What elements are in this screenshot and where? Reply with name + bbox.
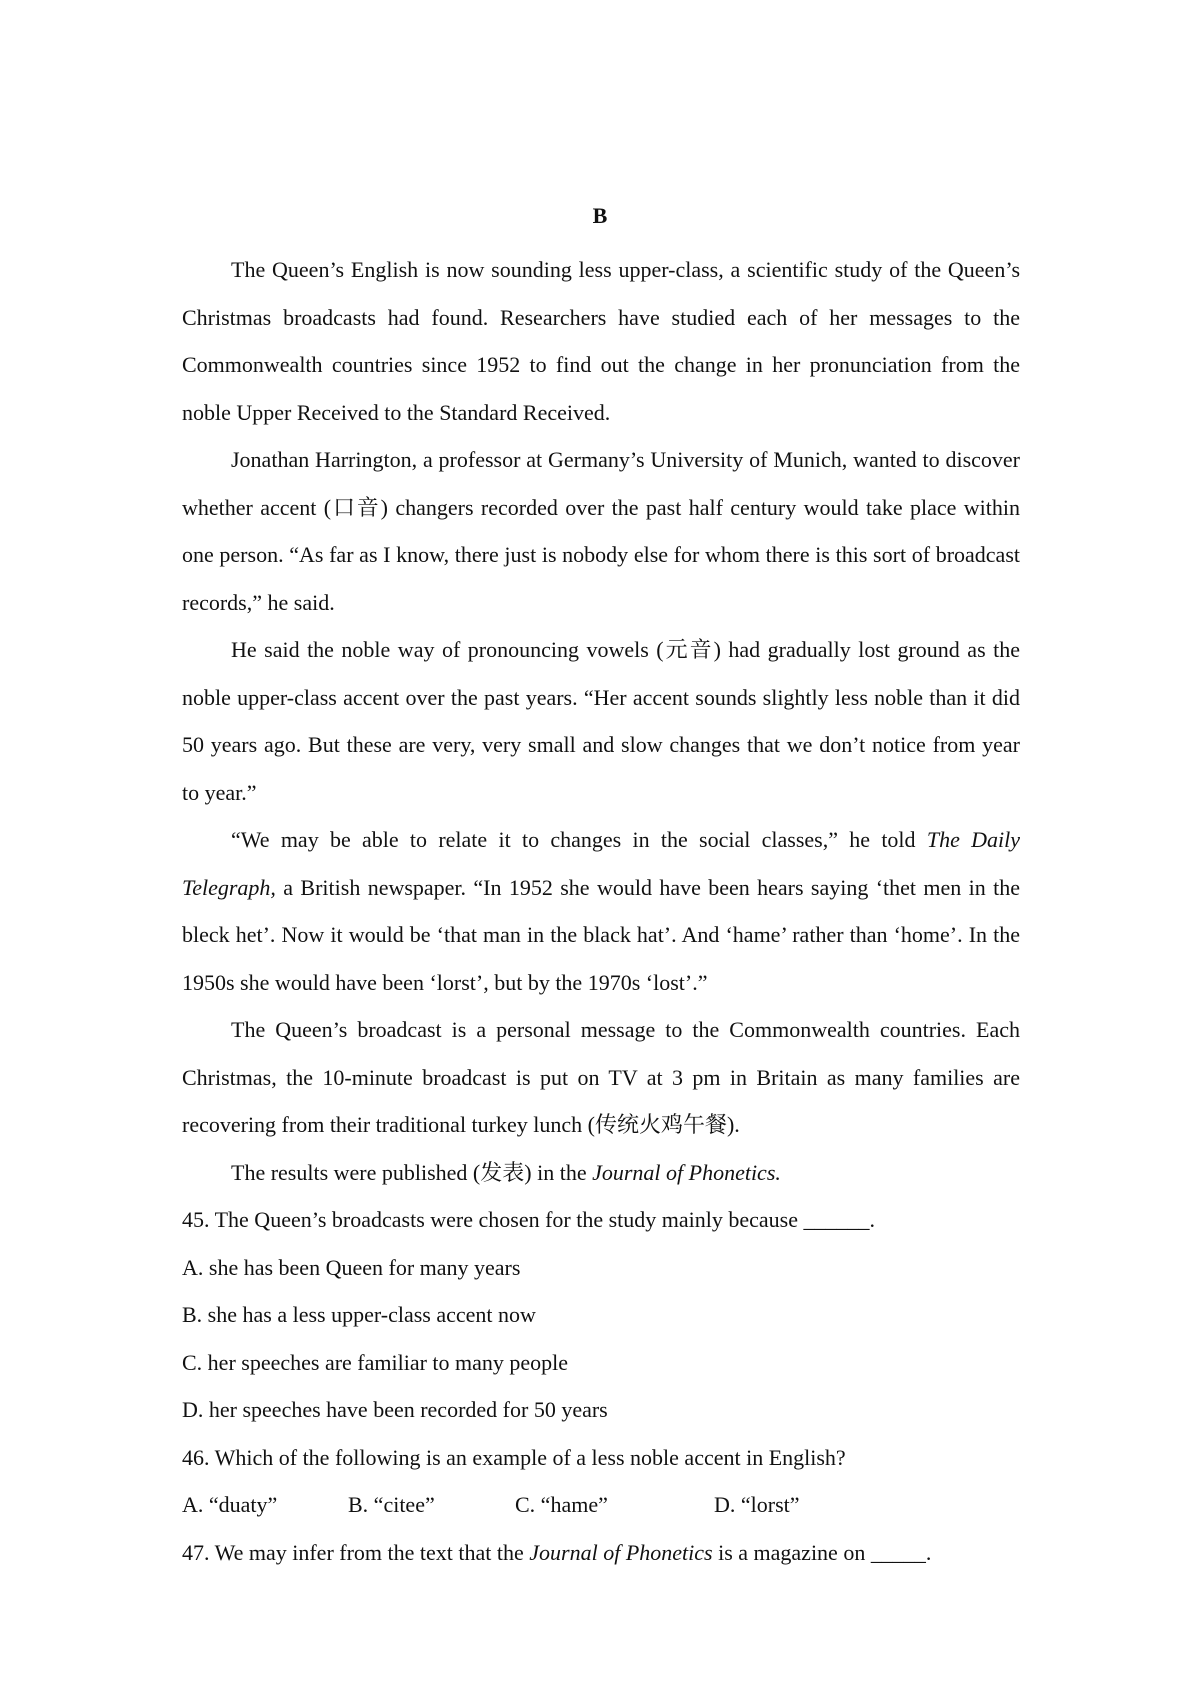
question-46-options (182, 1481, 1020, 1529)
question-45-option-c: C. her speeches are familiar to many people (182, 1349, 569, 1375)
question-46-option-b: B. “citee” (348, 1492, 435, 1517)
question-45-stem: 45. The Queen’s broadcasts were chosen for the study mainly because ______. (182, 1207, 876, 1232)
question-46-option-a: A. “duaty” (182, 1492, 278, 1517)
passage-paragraph-2: Jonathan Harrington, a professor at Germany’s University of Munich, wanted to discover whether accent (口音) changers recorded over the past half century would take place within one person. “As far as I know, there just is nobody else for whom there is this sort of broadcast records,” he said. (182, 447, 1020, 615)
section-heading: B (592, 203, 608, 228)
passage-paragraph-5: The Queen’s broadcast is a personal message to the Commonwealth countries. Each Christmas, the 10-minute broadcast is put on TV at 3 pm in Britain as many families are recovering from their traditional turkey lunch (传统火鸡午餐). (182, 1017, 1020, 1137)
paragraph-4-text-end: a British newspaper. “In 1952 she would have been hears saying ‘thet men in the bleck het’. Now it would be ‘that man in the black hat’. And ‘hame’ rather than ‘home’. In the 1950s she would have been ‘lorst’, but by the 1970s ‘lost’.” (182, 874, 1020, 995)
question-45-option-b: B. she has a less upper-class accent now (182, 1302, 536, 1327)
question-47-text-end: is a magazine on _____. (712, 1539, 932, 1565)
newspaper-title: The Daily Telegraph, (182, 827, 1020, 900)
question-47-stem (182, 1529, 1020, 1577)
journal-title: Journal of Phonetics. (592, 1159, 781, 1185)
question-46-option-c: C. “hame” (515, 1492, 608, 1517)
passage-paragraph-3: He said the noble way of pronouncing vowels (元音) had gradually lost ground as the noble upper-class accent over the past years. “Her accent sounds slightly less noble than it did 50 years ago. But these are very, very small and slow changes that we don’t notice from year to year.” (182, 637, 1020, 805)
passage-paragraph-4 (182, 816, 1020, 1006)
paragraph-4-text-start: “We may be able to relate it to changes in the social classes,” he told (231, 827, 927, 852)
paragraph-6-text-start: The results were published (发表) in the (231, 1159, 593, 1185)
reading-passage (182, 246, 1020, 1576)
question-46-option-d: D. “lorst” (714, 1492, 800, 1517)
question-47-journal-title: Journal of Phonetics (529, 1539, 713, 1565)
question-45-option-a: A. she has been Queen for many years (182, 1254, 521, 1280)
question-47-text-start: 47. We may infer from the text that the (182, 1539, 530, 1565)
passage-paragraph-1: The Queen’s English is now sounding less upper-class, a scientific study of the Queen’s Christmas broadcasts had found. Researchers have studied each of her messages to the Commonwealth countries since 1952 to find out the change in her pronunciation from the noble Upper Received to the Standard Received. (182, 257, 1020, 425)
question-46-stem: 46. Which of the following is an example of a less noble accent in English? (182, 1444, 846, 1470)
question-45-option-d: D. her speeches have been recorded for 50 years (182, 1397, 608, 1422)
passage-paragraph-6 (182, 1149, 1020, 1197)
